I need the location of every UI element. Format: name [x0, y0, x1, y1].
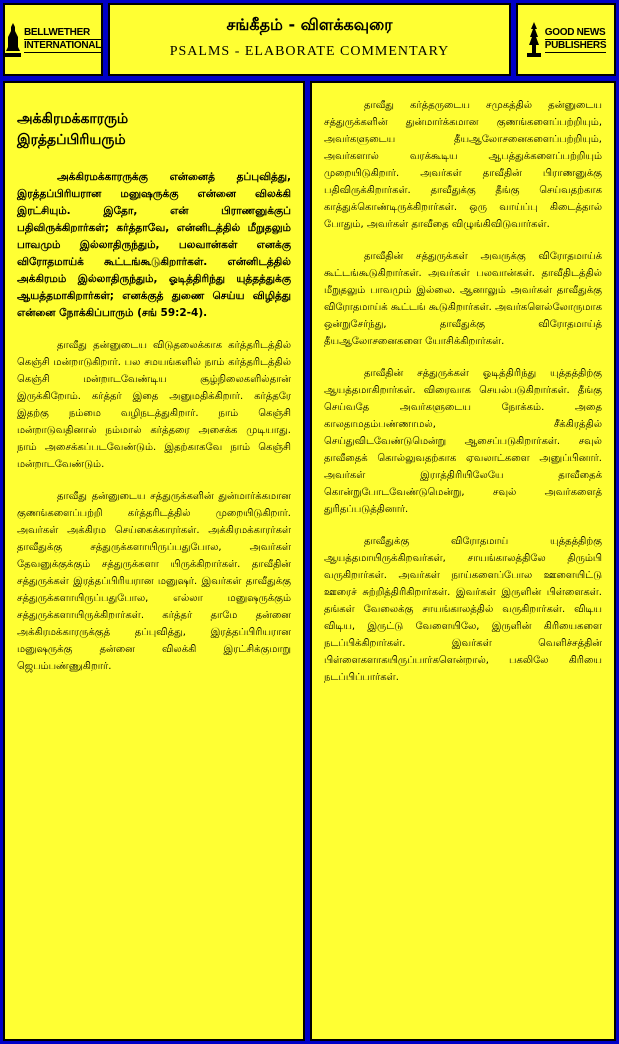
left-column — [3, 81, 305, 1041]
heading-line-2: இரத்தப்பிரியரும் — [17, 132, 126, 148]
paragraph: தாவீதின் சத்துருக்கள் ஓடித்திரிந்து யுத்தத்திற்கு ஆயத்தமாகிறார்கள். விரைவாக செயல்படுகிறார்கள். தீங்கு செய்வதே அவர்களுடைய நோக்கம். அதை காலதாமதம்பண்ணாமல், சீக்கிரத்தில் செய்துவிடவேண்டுமென்று ஆசைப்படுகிறார்கள். சவுல் தாவீதைக் கொல்லுவதற்காக ஏவலாட்களை அனுப்பினார். அவர்கள் இராத்திரியிலேயே தாவீதைக் கொன்றுபோடவேண்டுமென்று, சவுல் அவர்களைத் துரிதப்படுத்தினார். — [324, 368, 602, 515]
paragraph: தாவீது தன்னுடைய விடுதலைக்காக கர்த்தரிடத்தில் கெஞ்சி மன்றாடுகிறார். பல சமயங்களில் நாம் கர்த்தரிடத்தில் கெஞ்சி மன்றாடவேண்டிய சூழ்நிலைகளில்தான் இருக்கிறோம். கர்த்தர் இதை அனுமதிக்கிறார். கர்த்தரே இதற்கு நம்மை வழிநடத்துகிறார். நாம் கெஞ்சி மன்றாடுவதினால் நம்மால் கர்த்தரை அசைக்க முடியாது. நாம் அசைக்கப்படவேண்டும். இதற்காகவே நாம் கெஞ்சி மன்றாடவேண்டும். — [17, 340, 291, 470]
logo-line-1: BELLWETHER — [24, 27, 101, 40]
right-column — [310, 81, 616, 1041]
logo-line-1: GOOD NEWS — [544, 26, 606, 38]
paragraph: தாவீதுக்கு விரோதமாய் யுத்தத்திற்கு ஆயத்தமாயிருக்கிறவர்கள், சாயங்காலத்திலே திரும்பி வருகிறார்கள். அவர்கள் நாய்களைப்போல ஊளையிட்டு ஊரைச் சுற்றித்திரிகிறார்கள். இவர்கள் இருளின் பிள்ளைகள். தங்கள் வேலைக்கு சாயங்காலத்தில் வருகிறார்கள். விடிய விடிய, இருட்டு வேளையிலே, இருளின் கிரியைகளை நடப்பிக்கிறார்கள். இவர்கள் வெளிச்சத்தின் பிள்ளைகளாகயிருப்பார்களென்றால், பகலிலே கிரியை நடப்பிப்பார்கள். — [324, 536, 602, 683]
paragraph: தாவீது தன்னுடைய சத்துருக்களின் துன்மார்க்கமான குணங்களைப்பற்றி கர்த்தரிடத்தில் முறையிடுகிறார். அவர்கள் அக்கிரம செய்கைக்காரர்கள். அக்கிரமக்காரர்கள் தாவீதுக்கு சத்துருக்களாயிருப்பதுபோல, அவர்கள் தேவனுக்குக்கும் சத்துருக்களா யிருக்கிறார்கள். தாவீதின் சத்துருக்கள் இரத்தப்பிரியரான மனுஷர். இவர்கள் தாவீதுக்கு சத்துருக்களாயிருப்பதுபோல, எல்லா மனுஷருக்கும் சத்துருக்களாயிருக்கிறார்கள். கர்த்தர் தாமே தன்னை அக்கிரமக்காரருக்குத் தப்புவித்து, இரத்தப்பிரியரான மனுஷருக்கு தன்னை விலக்கி இரட்சிக்குமாறு ஜெபம்பண்ணுகிறார். — [17, 491, 291, 672]
logo-line-2: INTERNATIONAL — [23, 39, 102, 51]
lamp-icon — [526, 21, 542, 59]
paragraph: தாவீது கர்த்தருடைய சமுகத்தில் தன்னுடைய சத்துருக்களின் துன்மார்க்கமான குணங்களைப்பற்றியும், அவர்களுடைய தீயஆலோசனைகளைப்பற்றியும், அவர்களால் வரக்கூடிய ஆபத்துக்களைப்பற்றியும் முறையிடுகிறார். அவர்கள் தாவீதின் பிராணனுக்கு பதிவிருக்கிறார்கள். தாவீதுக்கு தீங்கு செய்வதற்காக காத்துக்கொண்டிருக்கிறார்கள். ஒரு வாய்ப்பு கிடைத்தால் போதும், அவர்கள் தாவீதை விழுங்கிவிடுவார்கள். — [324, 100, 602, 230]
logo-line-2: PUBLISHERS — [544, 39, 607, 51]
bellwether-logo — [3, 3, 103, 76]
section-heading — [17, 109, 291, 151]
title-tamil: சங்கீதம் - விளக்கவுரை — [226, 15, 393, 34]
paragraph: தாவீதின் சத்துருக்கள் அவருக்கு விரோதமாய்க் கூட்டங்கூடுகிறார்கள். அவர்கள் பலவான்கள். தாவீதிடத்தில் மீறுதலும் பாவமும் இல்லை. ஆனாலும் அவர்கள் தாவீதுக்கு விரோதமாய்க் கூட்டங் கூடுகிறார்கள். அவர்களெல்லோருமாக ஒன்றுசேர்ந்து, தாவீதுக்கு விரோதமாய்த் தீயஆலோசனைகளை யோசிக்கிறார்கள். — [324, 251, 602, 347]
title-english: PSALMS - ELABORATE COMMENTARY — [169, 44, 450, 59]
bell-icon — [5, 21, 21, 59]
good-news-logo — [516, 3, 616, 76]
page-header — [108, 3, 511, 76]
scripture-quote: அக்கிரமக்காரருக்கு என்னைத் தப்புவித்து, இரத்தப்பிரியரான மனுஷருக்கு என்னை விலக்கி இரட்சியும். இதோ, என் பிராணனுக்குப் பதிவிருக்கிறார்கள்; கர்த்தாவே, என்னிடத்தில் மீறுதலும் பாவமும் இல்லாதிருந்தும், பலவான்கள் எனக்கு விரோதமாய்க் கூட்டங்கூடுகிறார்கள். என்னிடத்தில் அக்கிரமம் இல்லாதிருந்தும், ஓடித்திரிந்து யுத்தத்துக்கு ஆயத்தமாகிறார்கள்; எனக்குத் துணை செய்ய விழித்து என்னை நோக்கிப்பாரும் (சங் 59:2-4). — [17, 171, 291, 319]
heading-line-1: அக்கிரமக்காரரும் — [17, 111, 129, 127]
